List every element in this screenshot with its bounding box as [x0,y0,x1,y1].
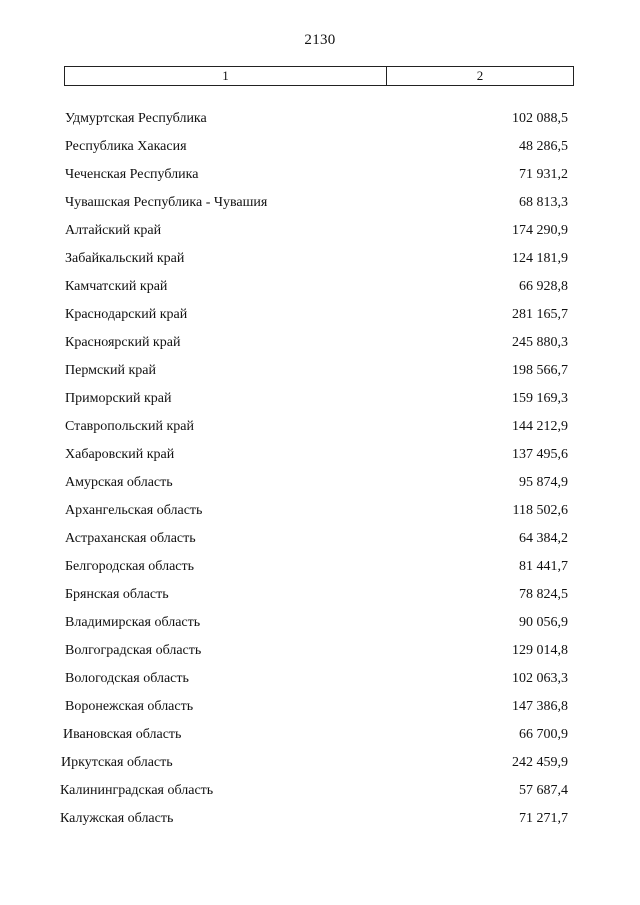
table-row [0,698,640,726]
region-value: 245 880,3 [512,335,568,350]
table-row [0,474,640,502]
region-name: Ставропольский край [65,419,194,434]
column-header-table [64,66,574,86]
region-name: Удмуртская Республика [65,111,207,126]
table-row [0,502,640,530]
region-name: Астраханская область [65,531,196,546]
region-name: Чувашская Республика - Чувашия [65,195,268,210]
table-row [0,306,640,334]
region-value: 118 502,6 [512,503,568,518]
region-name: Чеченская Республика [65,167,199,182]
region-value: 147 386,8 [512,699,568,714]
region-value: 66 700,9 [519,727,568,742]
column-header-1: 1 [65,67,387,85]
region-name: Белгородская область [65,559,195,574]
table-row [0,278,640,306]
table-row [0,726,640,754]
region-name: Калининградская область [60,783,214,798]
region-name: Брянская область [65,587,169,602]
region-name: Воронежская область [65,699,194,714]
region-name: Республика Хакасия [65,139,187,154]
region-value: 198 566,7 [512,363,568,378]
region-value: 48 286,5 [519,139,568,154]
region-value: 137 495,6 [512,447,568,462]
region-value-list [0,110,640,838]
region-name: Забайкальский край [65,251,185,266]
region-value: 81 441,7 [519,559,568,574]
column-header-2: 2 [476,68,484,83]
region-value: 90 056,9 [519,615,568,630]
table-row [0,138,640,166]
region-value: 124 181,9 [512,251,568,266]
region-value: 129 014,8 [512,643,568,658]
region-value: 68 813,3 [519,195,568,210]
region-name: Красноярский край [65,335,181,350]
table-row [0,586,640,614]
table-row [0,222,640,250]
region-name: Камчатский край [65,279,168,294]
region-name: Волгоградская область [65,643,202,658]
table-row [0,334,640,362]
region-name: Ивановская область [63,727,182,742]
region-value: 242 459,9 [512,755,568,770]
region-name: Пермский край [65,363,156,378]
region-value: 66 928,8 [519,279,568,294]
region-name: Архангельская область [65,503,203,518]
table-row [0,390,640,418]
region-name: Приморский край [65,391,172,406]
table-row [0,418,640,446]
region-value: 174 290,9 [512,223,568,238]
table-row [0,362,640,390]
table-row [0,754,640,782]
table-row [0,810,640,838]
table-row [0,530,640,558]
table-row [0,558,640,586]
region-name: Вологодская область [65,671,189,686]
region-name: Иркутская область [61,755,173,770]
page-number: 2130 [304,32,336,48]
table-row [0,642,640,670]
region-value: 71 931,2 [519,167,568,182]
region-value: 71 271,7 [519,811,568,826]
region-value: 281 165,7 [512,307,568,322]
table-row [0,782,640,810]
table-row [0,166,640,194]
region-value: 95 874,9 [519,475,568,490]
region-value: 144 212,9 [512,419,568,434]
region-name: Калужская область [60,811,174,826]
region-value: 159 169,3 [512,391,568,406]
region-name: Краснодарский край [65,307,188,322]
region-value: 102 088,5 [512,111,568,126]
region-name: Алтайский край [65,223,162,238]
table-row [0,446,640,474]
region-value: 78 824,5 [519,587,568,602]
region-value: 64 384,2 [519,531,568,546]
table-row [0,250,640,278]
region-value: 57 687,4 [519,783,568,798]
region-value: 102 063,3 [512,671,568,686]
region-name: Владимирская область [65,615,201,630]
region-name: Хабаровский край [65,447,175,462]
region-name: Амурская область [65,475,173,490]
table-row [0,194,640,222]
table-row [0,614,640,642]
table-row [0,670,640,698]
table-row [0,110,640,138]
